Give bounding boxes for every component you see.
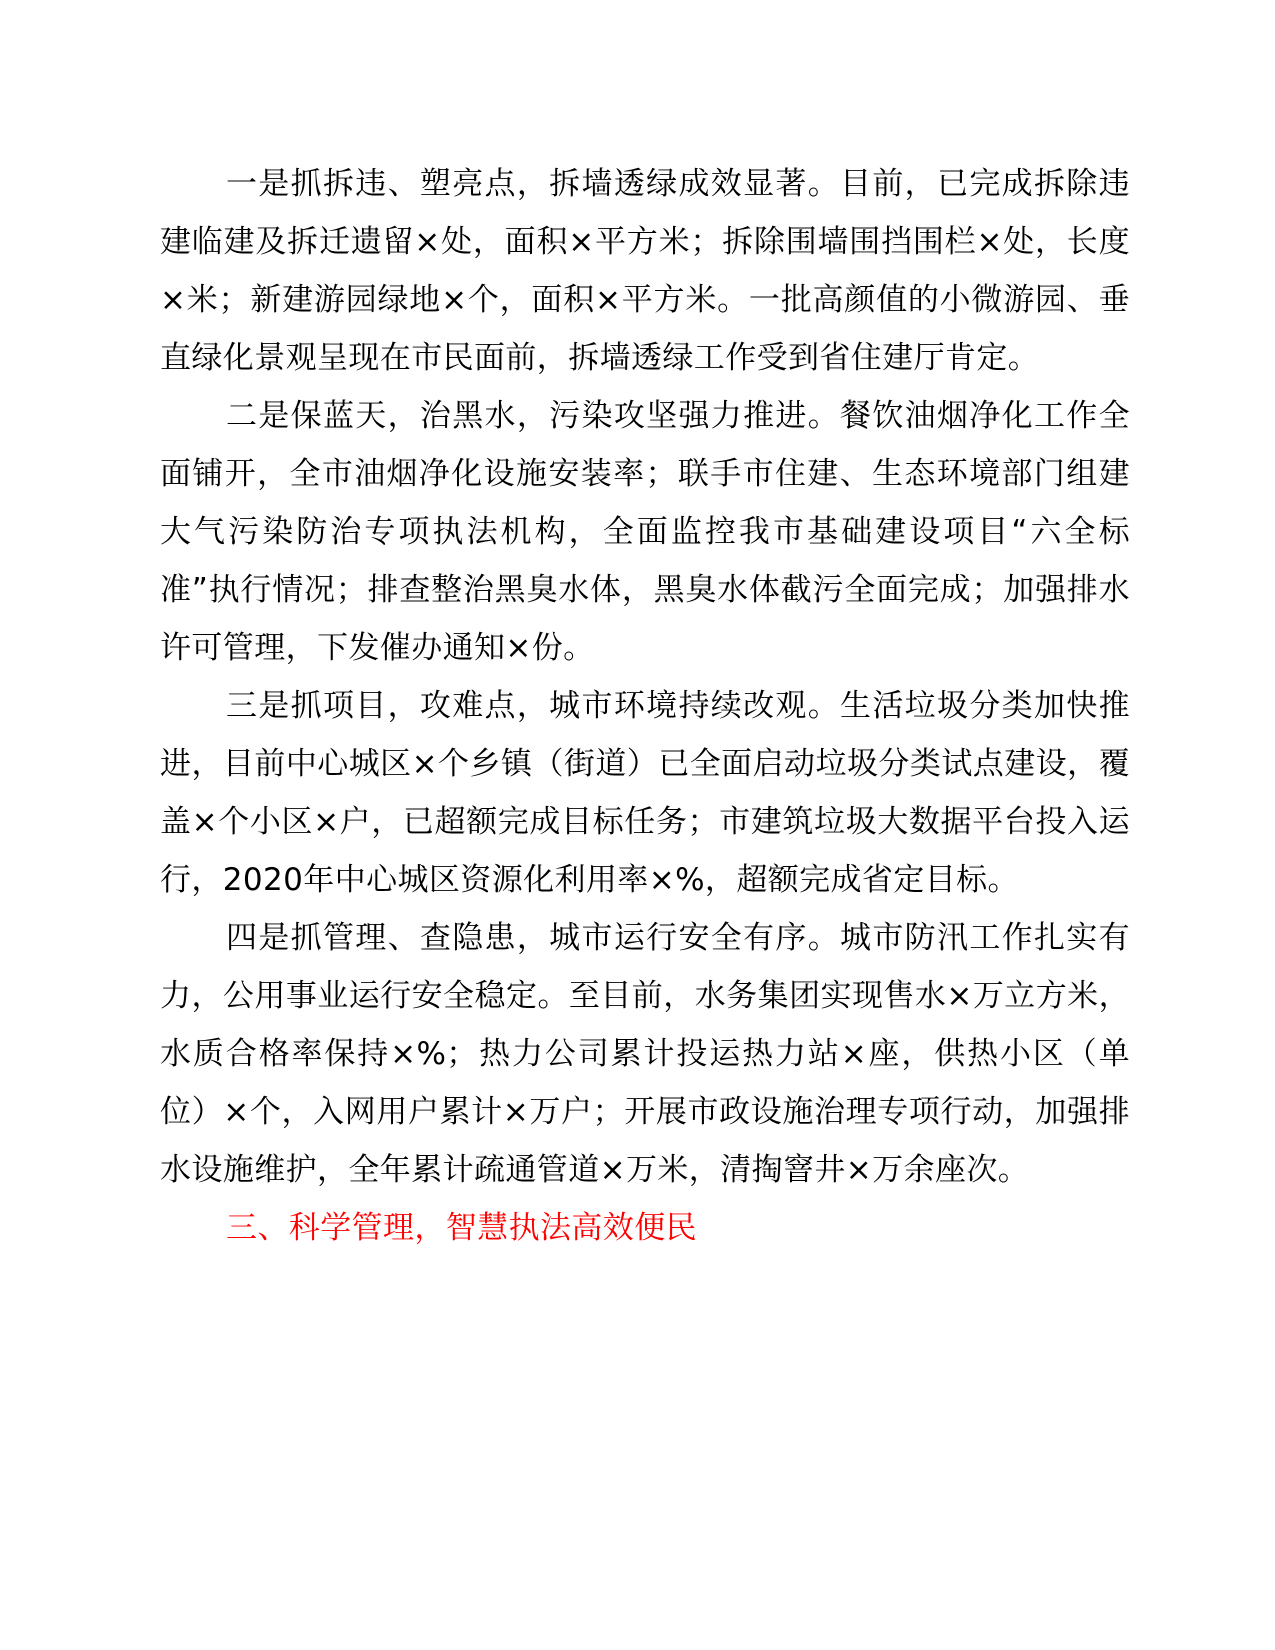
section-heading: 三、科学管理，智慧执法高效便民 (226, 1210, 697, 1246)
paragraph-four: 四是抓管理、查隐患，城市运行安全有序。城市防汛工作扎实有力，公用事业运行安全稳定。至目前，水务集团实现售水×万立方米，水质合格率保持×%；热力公司累计投运热力站×座，供热小区（单位）×个，入网用户累计×万户；开展市政设施治理专项行动，加强排水设施维护，全年累计疏通管道×万米，清掏窨井×万余座次。 (160, 920, 1130, 1188)
document-body (160, 155, 1130, 1257)
paragraph-three: 三是抓项目，攻难点，城市环境持续改观。生活垃圾分类加快推进，目前中心城区×个乡镇（街道）已全面启动垃圾分类试点建设，覆盖×个小区×户，已超额完成目标任务；市建筑垃圾大数据平台投入运行，2020年中心城区资源化利用率×%，超额完成省定目标。 (160, 688, 1130, 898)
paragraph-two: 二是保蓝天，治黑水，污染攻坚强力推进。餐饮油烟净化工作全面铺开，全市油烟净化设施安装率；联手市住建、生态环境部门组建大气污染防治专项执法机构，全面监控我市基础建设项目“六全标准”执行情况；排查整治黑臭水体，黑臭水体截污全面完成；加强排水许可管理，下发催办通知×份。 (160, 398, 1130, 666)
paragraph-one: 一是抓拆违、塑亮点，拆墙透绿成效显著。目前，已完成拆除违建临建及拆迁遗留×处，面积×平方米；拆除围墙围挡围栏×处，长度×米；新建游园绿地×个，面积×平方米。一批高颜值的小微游园、垂直绿化景观呈现在市民面前，拆墙透绿工作受到省住建厅肯定。 (160, 166, 1130, 376)
